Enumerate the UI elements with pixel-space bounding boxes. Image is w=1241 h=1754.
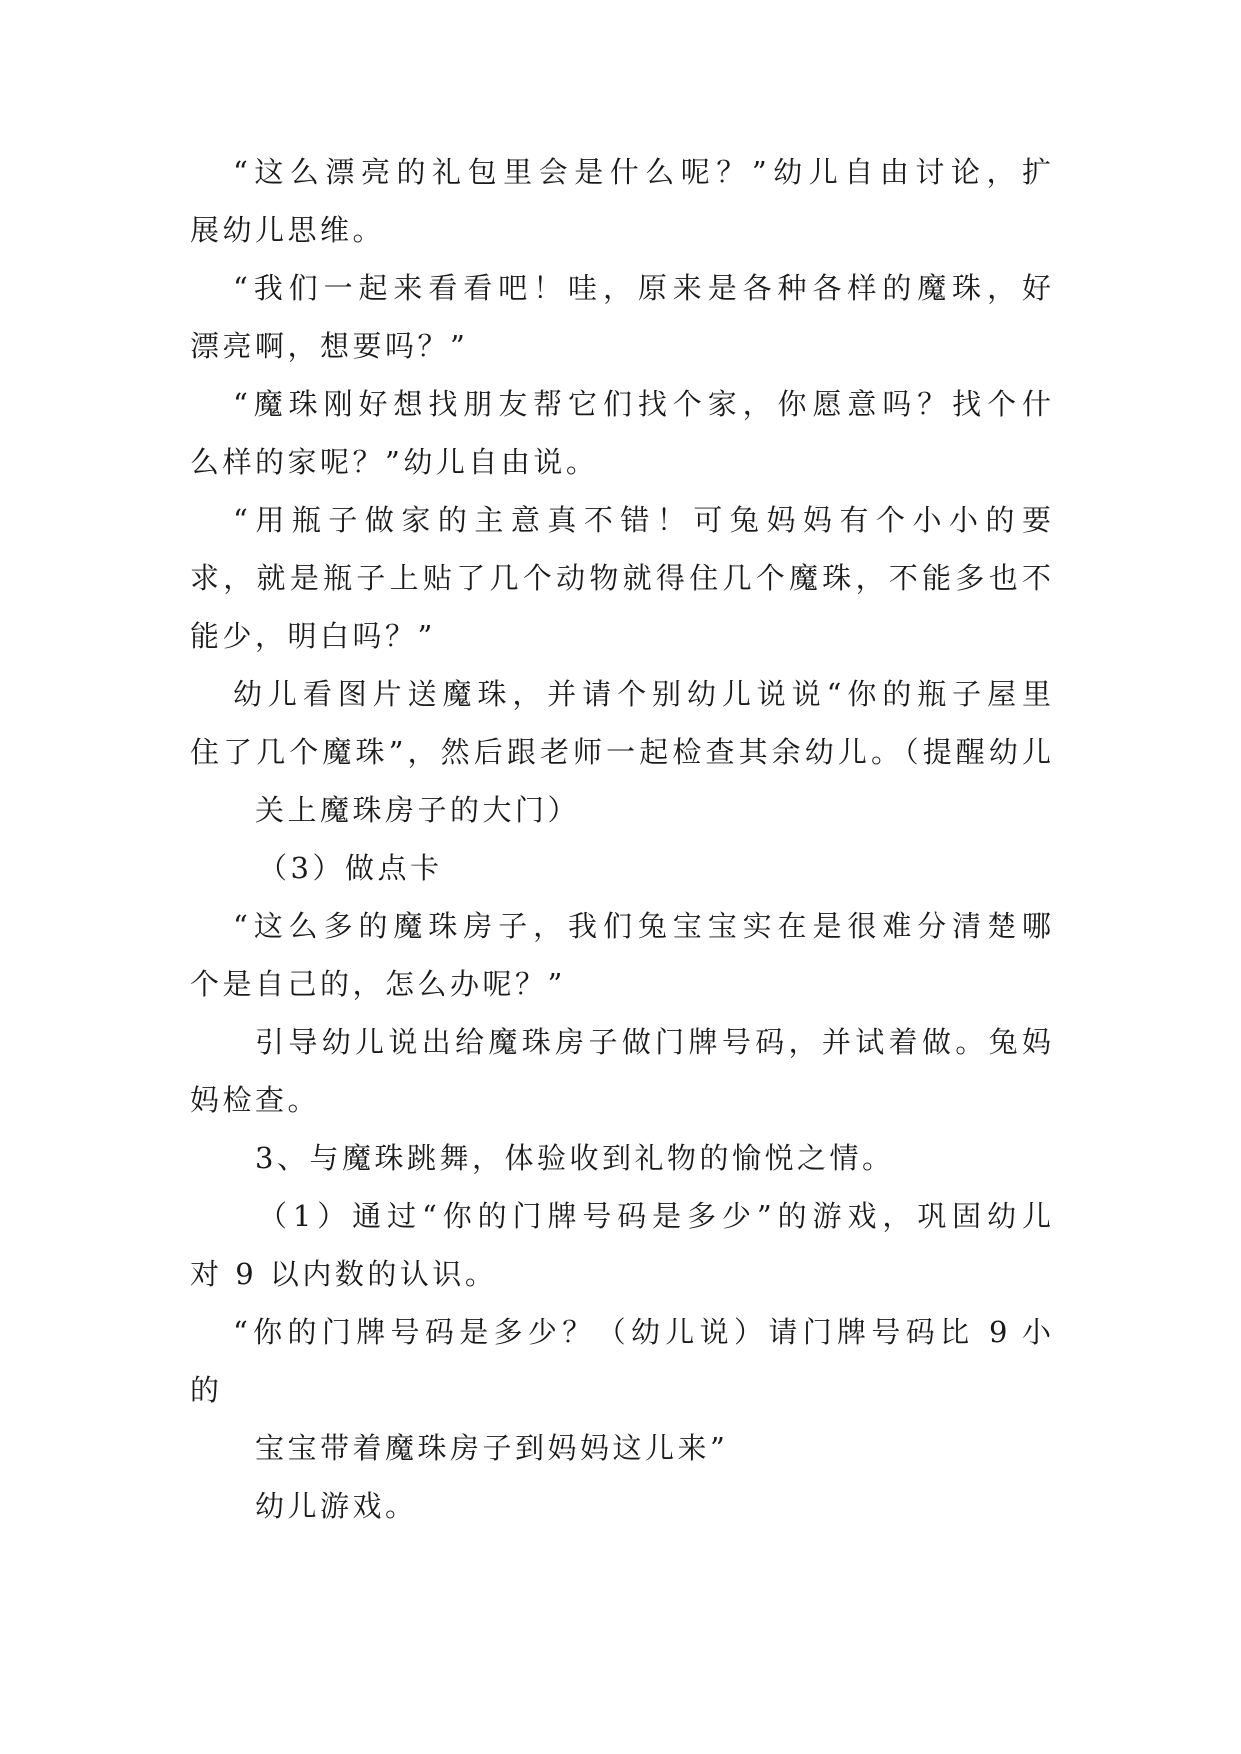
text-line: 对 9 以内数的认识。	[190, 1257, 498, 1291]
text-line: 能少，明白吗？”	[190, 619, 436, 653]
text-line: “这么漂亮的礼包里会是什么呢？”幼儿自由讨论，扩	[233, 155, 1051, 189]
text-line: 么样的家呢？”幼儿自由说。	[190, 445, 599, 479]
text-line: 住了几个魔珠”，然后跟老师一起检查其余幼儿。（提醒幼儿	[190, 735, 1051, 769]
text-line: 宝宝带着魔珠房子到妈妈这儿来”	[255, 1431, 729, 1465]
text-line: 幼儿游戏。	[255, 1489, 418, 1523]
text-line: 个是自己的，怎么办呢？”	[190, 967, 566, 1001]
text-line: 3、与魔珠跳舞，体验收到礼物的愉悦之情。	[255, 1141, 895, 1175]
text-line: 的	[190, 1373, 223, 1407]
text-line: “这么多的魔珠房子，我们兔宝宝实在是很难分清楚哪	[233, 909, 1051, 943]
text-line: “我们一起来看看吧！哇，原来是各种各样的魔珠，好	[233, 271, 1051, 305]
text-line: 关上魔珠房子的大门）	[255, 793, 581, 827]
text-line: “你的门牌号码是多少？（幼儿说）请门牌号码比 9 小	[233, 1315, 1051, 1349]
text-line: 漂亮啊，想要吗？”	[190, 329, 469, 363]
text-line: （1）通过“你的门牌号码是多少”的游戏，巩固幼儿	[258, 1199, 1051, 1233]
text-line: 求，就是瓶子上贴了几个动物就得住几个魔珠，不能多也不	[190, 561, 1051, 595]
text-line: 幼儿看图片送魔珠，并请个别幼儿说说“你的瓶子屋里	[233, 677, 1051, 711]
text-line: 展幼儿思维。	[190, 213, 386, 247]
text-line: 妈检查。	[190, 1083, 321, 1117]
text-line: （3）做点卡	[258, 851, 443, 885]
text-line: 引导幼儿说出给魔珠房子做门牌号码，并试着做。兔妈	[255, 1025, 1051, 1059]
text-line: “魔珠刚好想找朋友帮它们找个家，你愿意吗？找个什	[233, 387, 1051, 421]
text-line: “用瓶子做家的主意真不错！可兔妈妈有个小小的要	[233, 503, 1051, 537]
